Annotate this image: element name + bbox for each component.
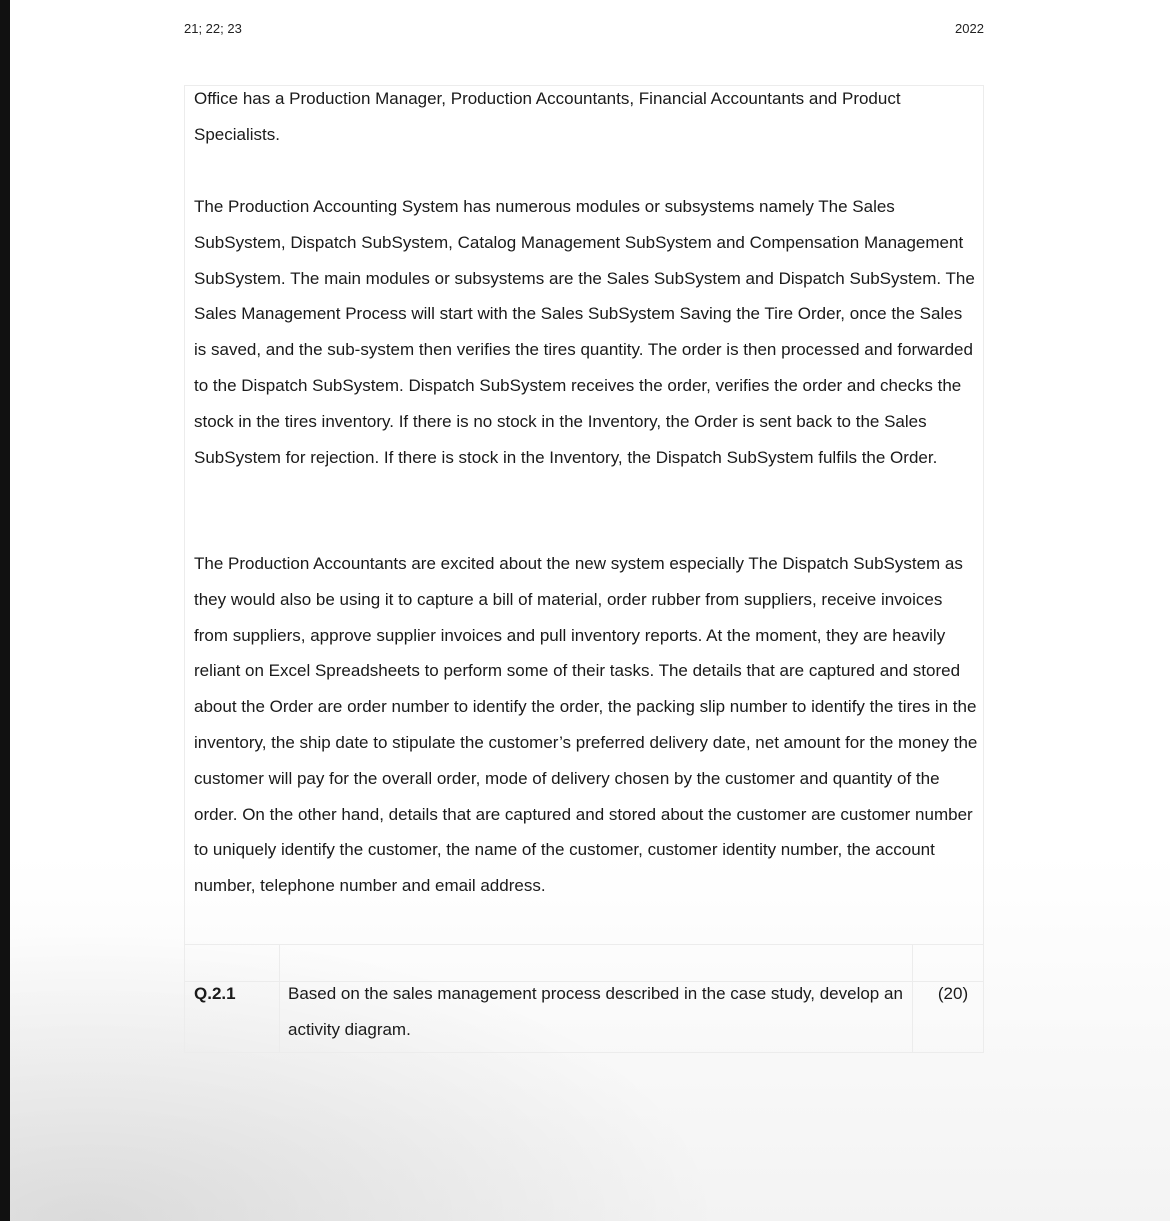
question-number: Q.2.1 xyxy=(194,984,236,1003)
question-marks: (20) xyxy=(937,984,969,1003)
table-column-divider xyxy=(912,944,913,1053)
table-row-divider xyxy=(184,944,984,945)
paragraph-accountants-details: The Production Accountants are excited about the new system especially The Dispatch SubSystem as they would also be using it to capture a bill of material, order rubber from suppliers, receive invoices from suppliers, approve supplier invoices and pull inventory reports. At the moment, they are heavily reliant on Excel Spreadsheets to perform some of their tasks. The details that are captured and stored about the Order are order number to identify the order, the packing slip number to identify the tires in the inventory, the ship date to stipulate the customer’s preferred delivery date, net amount for the money the customer will pay for the overall order, mode of delivery chosen by the customer and quantity of the order. On the other hand, details that are captured and stored about the customer are customer number to uniquely identify the customer, the name of the customer, customer identity number, the account number, telephone number and email address. xyxy=(194,554,978,896)
header-left-text: 21; 22; 23 xyxy=(184,21,242,36)
question-text: Based on the sales management process described in the case study, develop an activity diagram. xyxy=(288,984,903,1039)
header-year: 2022 xyxy=(955,21,984,36)
paragraph-office-staff: Office has a Production Manager, Production Accountants, Financial Accountants and Product Specialists. xyxy=(194,89,901,144)
paragraph-system-modules: The Production Accounting System has numerous modules or subsystems namely The Sales SubSystem, Dispatch SubSystem, Catalog Management SubSystem and Compensation Management SubSystem. The main modules or subsystems are the Sales SubSystem and Dispatch SubSystem. The Sales Management Process will start with the Sales SubSystem Saving the Tire Order, once the Sales is saved, and the sub-system then verifies the tires quantity. The order is then processed and forwarded to the Dispatch SubSystem. Dispatch SubSystem receives the order, verifies the order and checks the stock in the tires inventory. If there is no stock in the Inventory, the Order is sent back to the Sales SubSystem for rejection. If there is stock in the Inventory, the Dispatch SubSystem fulfils the Order. xyxy=(194,197,975,467)
table-column-divider xyxy=(279,944,280,1053)
document-page xyxy=(10,0,1170,1221)
